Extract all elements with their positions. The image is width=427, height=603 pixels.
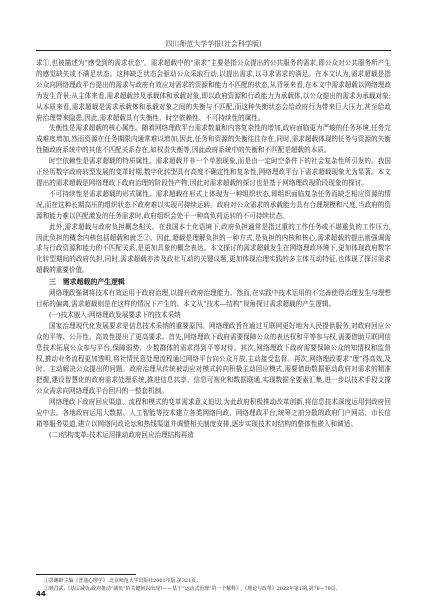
body-text xyxy=(36,58,391,441)
paragraph: 时空依赖性是需求超载的特质属性。需求超载并非一个单独现象,而是由一定时空条件下的社会复杂性所引发的。我国正经历数字政府转型发展的变革时期,数字化转型具有高度不确定性和复杂性,网络理政平台下需求超载现象尤为显著。本文提出的需求超载是网络理政下政府治理的阶段性产物,因此对需求超载的探讨也是基于网络理政现阶段现象的探讨。 xyxy=(36,157,391,187)
paragraph: 不可持续性是需求超载的形式属性。需求超载在形式上体现为一种组织状态,即组织面临复杂任务而缺乏相应资源的情况,而在这种长期高压的组织状态下政府难以实现可持续运转。政府对公众需求的承载能力具有合理规模和尺度,当政府的资源和能力难以匹配激发的任务需求时,政府组织会处于一种高负荷运转的不可持续状态。 xyxy=(36,189,391,220)
page-number: 44 xyxy=(36,590,46,598)
footnotes xyxy=(36,577,391,593)
paragraph: 网络理政强调将技术有效运用于政府治理,以提升政府治理能力。然而,在实践中技术运用的不完善使得治理发生与理想目标的偏离,需求超载则是在这样的情况下产生的。本文从“技术—结构”视角探讨需求超载的产生逻辑。 xyxy=(36,289,391,309)
header-rule xyxy=(36,50,391,51)
footnote: ①彭聃龄主编《普通心理学》,北京师范大学出版社2001年版,第321页。 xyxy=(44,578,201,584)
footnote: ②颜昌武:《基层减负:政府推动“减负”的关键何以出现?——基于“运动式治理”的一个解释》,《理论与改革》2022年第1期,第78—79页。 xyxy=(44,586,341,592)
running-header: 四川师范大学学报(社会科学版) xyxy=(165,40,262,48)
paragraph: 求①,也被描述为“感受到的需求状态”。需求超载中的“需求”主要是指公众提出的公共服务的需求,即公众对公共服务所产生的感觉缺失或不满足状态。这种缺乏状态会驱动公众采取行动,以提出需求,以寻求需求的满足。在本文认为,需求超载是指公众向网络理政平台提出的需求与政府有效应对需求的资源和能力不匹配的状态,从背景来看,在本文中需求超载以网络理政为发生背景;从主体来看,需求超载涉及承载体和承载对象,即以政府资源和行政能力为承载体,以公众提出的需求为承载对象;从本质来看,需求超载是需求承载体和承载对象之间的失衡与不匹配,而这种失衡状态会给政府行为带来巨大压力,甚至给政府治理带来隐患,因此,需求超载具有失衡性、时空依赖性、不可持续性的属性。 xyxy=(36,59,391,122)
paragraph: 此外,需求超载与政府负担概念相关。在我国本土化语境下,政府负担通常是指过重的工作任务或不堪重负的工作压力,因此负担的概念内核包括超载和就乏②。因此,超载是理解负担的一种方式,是负担的内核和核心,需求超载的提出则强调需求与行政资源和能力的不匹配关系,是更加具象的概念表达。本文探讨的需求超载发生在网络理政环境下,更加体现政府数字化转型期间的政府负担,同时,需求超载亦涉及政社互动的关键议题,更加体现治理实践的多主体互动特征,也体现了探讨需求超载的重要价值。 xyxy=(36,222,391,275)
subsection-heading: (一)技术嵌入:网络理政发展要求下的技术采纳 xyxy=(49,310,181,319)
paragraph: 失衡性是需求超载的核心属性。随着网络理政平台需求数量和内容复杂性的增加,政府面临更为严峻的任务环境,任务完成难度增加,然而资源在任务期限内通常难以增加,因此,任务和资源的失衡往往存在,同时,需求超载体现的任务与资源的失衡性随政府系统中的其他不匹配关系存在,如权责失衡等,因此政府系统中的失衡和不匹配是超载的本质。 xyxy=(36,124,391,155)
section-heading: 三 需求超载的产生逻辑 xyxy=(49,278,125,287)
subsection-heading: (二)结构变革:技术运用推动政府回应治理结构再造 xyxy=(49,430,194,439)
paragraph: 网络理政下政府回应渠道、流程和模式的变革需求意义迫切,为此政府积极推动改革创新,将信息技术深度运用到政府回应中去。各地政府运用大数据、人工智能等技术建立各类网络问政、网络理政平台,统筹之前分散的政府门户网站、市长信箱等服务渠道,建立以网络问政论坛和热线渠道并调整相关制度安排,逐步实现技术对结构的整体性嵌入和调适。 xyxy=(36,398,391,428)
paragraph: 国家治理现代化发展要求是信息技术采纳的重要原因。网络理政旨在通过互联网更好地为人民提供服务,对政府回应公众的平等、公开性、高效性提出了更高要求。首先,网络理政下政府需要保障公众的表达权和平等参与权,需要借助互联网信息技术拓展公众参与平台,保障弱势、少数群体的需求得到平等对待。其次,网络理政下政府需要保障公众的知情权和监督权,推动业务流程更加透明,将社情民意处理流程通过网络平台向公众开放,主动接受监督。再次,网络理政要求“理”得高效,及时、主动解决公众提出的问题。政府治理从传统被动应对模式转向积极主动回应模式,需要借助数据驱动政府对需求的精准把握,建设智慧化的政府需求处理系统,推进信息共享、信息可视化和数据联通,实现数据全要素汇集,进一步以技术手段支撑公众需求向网络理政平台回归的一整套机制。 xyxy=(36,321,391,396)
footnote-rule xyxy=(36,574,136,575)
